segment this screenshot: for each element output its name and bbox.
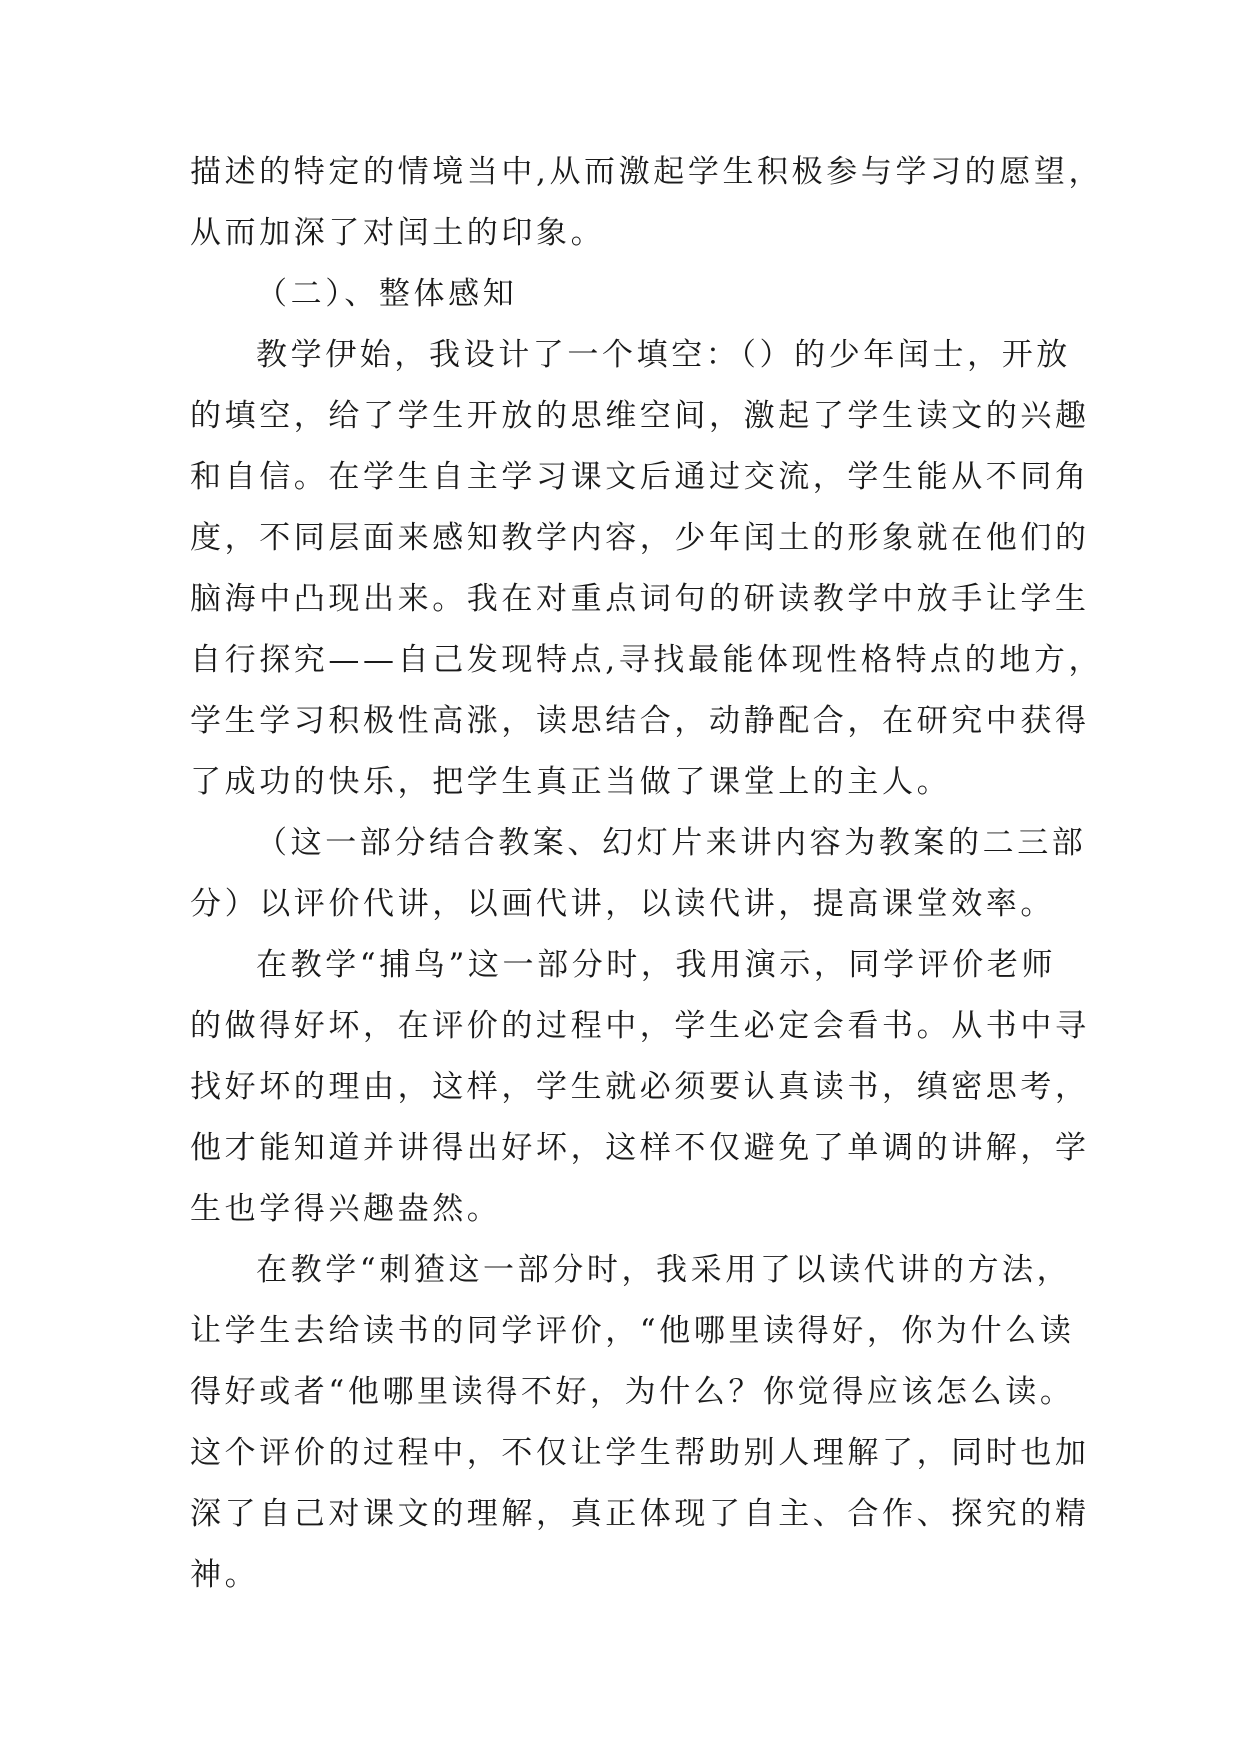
text-line-7: 度，不同层面来感知教学内容，少年闰土的形象就在他们的 xyxy=(190,520,1090,556)
text-line-21: 得好或者“他哪里读得不好，为什么？你觉得应该怎么读。 xyxy=(190,1374,1075,1410)
text-line-11: 了成功的快乐，把学生真正当做了课堂上的主人。 xyxy=(190,764,952,800)
text-line-20: 让学生去给读书的同学评价，“他哪里读得好，你为什么读 xyxy=(190,1313,1075,1349)
text-line-22: 这个评价的过程中，不仅让学生帮助别人理解了，同时也加 xyxy=(190,1435,1090,1471)
text-line-8: 脑海中凸现出来。我在对重点词句的研读教学中放手让学生 xyxy=(190,581,1090,617)
text-line-5: 的填空，给了学生开放的思维空间，激起了学生读文的兴趣 xyxy=(190,398,1090,434)
text-line-13: 分）以评价代讲，以画代讲，以读代讲，提高课堂效率。 xyxy=(190,886,1055,922)
text-line-2: 从而加深了对闰土的印象。 xyxy=(190,215,606,251)
text-line-16: 找好坏的理由，这样，学生就必须要认真读书，缜密思考， xyxy=(190,1069,1090,1105)
text-line-10: 学生学习积极性高涨，读思结合，动静配合，在研究中获得 xyxy=(190,703,1090,739)
text-line-12: （这一部分结合教案、幻灯片来讲内容为教案的二三部 xyxy=(256,825,1087,861)
text-line-15: 的做得好坏，在评价的过程中，学生必定会看书。从书中寻 xyxy=(190,1008,1090,1044)
section-heading: （二）、整体感知 xyxy=(256,276,518,312)
text-line-18: 生也学得兴趣盎然。 xyxy=(190,1191,502,1227)
text-line-1: 描述的特定的情境当中,从而激起学生积极参与学习的愿望， xyxy=(190,154,1104,190)
text-line-23: 深了自己对课文的理解，真正体现了自主、合作、探究的精 xyxy=(190,1496,1090,1532)
text-line-6: 和自信。在学生自主学习课文后通过交流，学生能从不同角 xyxy=(190,459,1090,495)
text-line-17: 他才能知道并讲得出好坏，这样不仅避免了单调的讲解，学 xyxy=(190,1130,1090,1166)
text-line-4: 教学伊始，我设计了一个填空：（）的少年闰士，开放 xyxy=(256,337,1071,373)
document-page xyxy=(190,142,1104,1606)
text-line-19: 在教学“刺猹这一部分时，我采用了以读代讲的方法， xyxy=(256,1252,1072,1288)
text-line-9: 自行探究——自己发现特点,寻找最能体现性格特点的地方， xyxy=(190,642,1104,678)
text-line-24: 神。 xyxy=(190,1557,260,1593)
text-line-14: 在教学“捕鸟”这一部分时，我用演示，同学评价老师 xyxy=(256,947,1057,983)
